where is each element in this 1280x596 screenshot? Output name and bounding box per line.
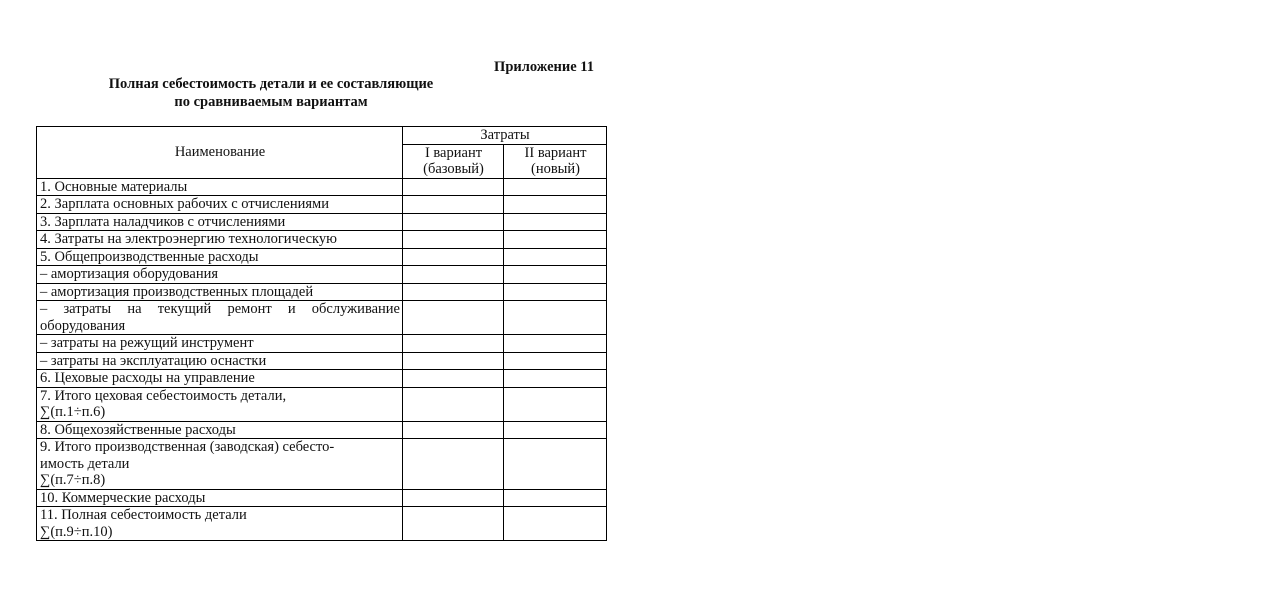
row-name-cell [37,352,403,370]
variant-1-value [403,301,504,335]
variant-2-value [504,266,607,284]
variant-2-value [504,178,607,196]
table-row [37,231,607,249]
row-name-line: ∑(п.9÷п.10) [40,523,113,540]
table-row [37,387,607,421]
variant-1-value [403,213,504,231]
table-row [37,489,607,507]
header-name: Наименование [37,127,403,179]
row-name-line: – затраты на текущий ремонт и обслуживание [40,301,400,317]
variant-1-value [403,352,504,370]
table-row [37,301,607,335]
variant-1-value [403,178,504,196]
table-row [37,196,607,214]
row-name-line: 1. Основные материалы [40,178,188,195]
row-name-line: 2. Зарплата основных рабочих с отчислениями [40,196,329,212]
variant-1-value [403,196,504,214]
row-name-line: ∑(п.1÷п.6) [40,404,106,420]
variant-2-value [504,421,607,439]
title-line-2: по сравниваемым вариантам [174,93,368,110]
row-name-cell [37,248,403,266]
row-name-cell [37,370,403,388]
variant-2-value [504,370,607,388]
variant-2-value [504,439,607,490]
variant-2-value [504,283,607,301]
variant-1-value [403,439,504,490]
header-variant-2 [504,144,607,178]
table-row [37,352,607,370]
variant-1-value [403,370,504,388]
header-variant-1 [403,144,504,178]
table-row [37,439,607,490]
variant-1-value [403,231,504,249]
header-variant-1-line-1: I вариант [424,144,483,161]
row-name-line: 9. Итого производственная (заводская) себесто- [40,439,335,455]
variant-2-value [504,301,607,335]
row-name-line: 4. Затраты на электроэнергию технологическую [40,231,337,247]
variant-2-value [504,335,607,353]
row-name-line: 7. Итого цеховая себестоимость детали, [40,387,287,404]
row-name-line: – затраты на эксплуатацию оснастки [40,352,267,369]
header-row-1 [37,127,607,145]
cost-table [36,126,607,541]
variant-1-value [403,507,504,541]
row-name-cell [37,213,403,231]
row-name-line: – амортизация оборудования [40,266,219,282]
header-variant-1-line-2: (базовый) [423,161,484,177]
row-name-line: 3. Зарплата наладчиков с отчислениями [40,213,286,230]
variant-1-value [403,335,504,353]
variant-2-value [504,489,607,507]
row-name-line: – амортизация производственных площадей [40,283,314,300]
document-page [36,58,606,541]
variant-2-value [504,387,607,421]
variant-1-value [403,489,504,507]
variant-2-value [504,352,607,370]
table-row [37,178,607,196]
row-name-line: 11. Полная себестоимость детали [40,507,247,523]
variant-1-value [403,283,504,301]
row-name-cell [37,301,403,335]
row-name-cell [37,178,403,196]
table-row [37,421,607,439]
row-name-cell [37,507,403,541]
row-name-cell [37,439,403,490]
variant-1-value [403,266,504,284]
row-name-cell [37,231,403,249]
variant-2-value [504,231,607,249]
row-name-line: 6. Цеховые расходы на управление [40,370,255,386]
row-name-line: ∑(п.7÷п.8) [40,472,106,488]
table-body [37,178,607,541]
variant-1-value [403,387,504,421]
variant-1-value [403,248,504,266]
variant-1-value [403,421,504,439]
row-name-line: – затраты на режущий инструмент [40,335,254,351]
header-variant-2-line-1: II вариант [524,144,587,161]
row-name-cell [37,266,403,284]
table-row [37,507,607,541]
row-name-cell [37,283,403,301]
header-variant-2-line-2: (новый) [531,161,581,177]
row-name-line: 8. Общехозяйственные расходы [40,421,236,438]
table-row [37,335,607,353]
row-name-line: оборудования [40,317,126,334]
row-name-cell [37,387,403,421]
variant-2-value [504,507,607,541]
row-name-cell [37,489,403,507]
table-row [37,213,607,231]
variant-2-value [504,196,607,214]
appendix-label: Приложение 11 [494,59,594,75]
table-row [37,266,607,284]
row-name-line: 5. Общепроизводственные расходы [40,248,259,265]
table-row [37,283,607,301]
row-name-cell [37,335,403,353]
table-row [37,370,607,388]
row-name-line: 10. Коммерческие расходы [40,489,206,506]
row-name-cell [37,196,403,214]
header-costs: Затраты [403,127,607,145]
row-name-cell [37,421,403,439]
document-title [36,76,506,111]
row-name-line: имость детали [40,455,130,472]
title-line-1: Полная себестоимость детали и ее составляющие [108,76,434,92]
table-row [37,248,607,266]
variant-2-value [504,213,607,231]
variant-2-value [504,248,607,266]
